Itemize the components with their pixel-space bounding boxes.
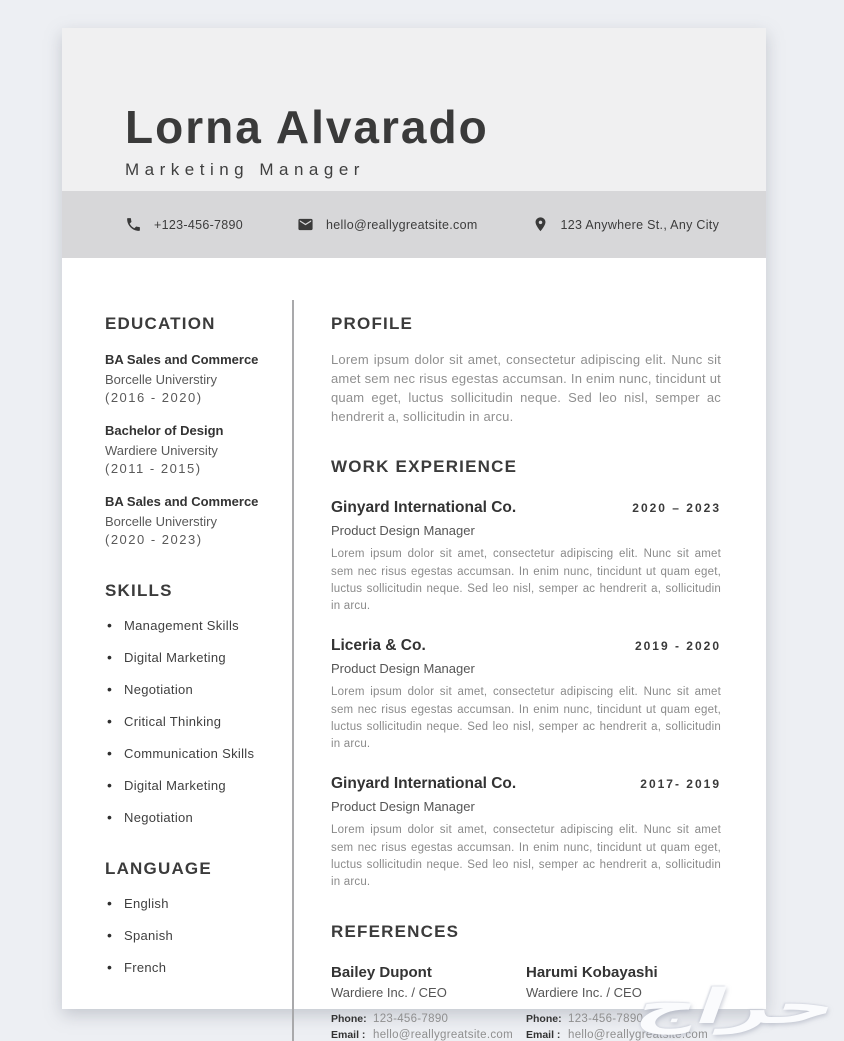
reference-email-line <box>331 1029 526 1041</box>
reference-contacts <box>526 1013 721 1041</box>
school: Wardiere University <box>105 443 218 458</box>
reference-phone-line <box>526 1013 721 1025</box>
email-value: hello@reallygreatsite.com <box>373 1029 513 1041</box>
company-name: Ginyard International Co. <box>331 775 517 793</box>
education-item <box>105 494 271 547</box>
work-item <box>331 499 721 615</box>
work-experience-heading: WORK EXPERIENCE <box>331 457 518 477</box>
skill-item: • Management Skills <box>105 618 271 633</box>
education-item <box>105 352 271 405</box>
reference-phone-line <box>331 1013 526 1025</box>
haraj-watermark-logo: حراج <box>628 981 844 1034</box>
skills-list <box>105 618 271 825</box>
email-value: hello@reallygreatsite.com <box>568 1029 708 1041</box>
reference-email-line <box>526 1029 721 1041</box>
work-dates: 2020 – 2023 <box>632 501 721 516</box>
phone-number: +123-456-7890 <box>154 217 244 232</box>
work-item <box>331 775 721 891</box>
contact-email <box>297 216 478 233</box>
reference-card <box>526 964 721 1041</box>
reference-name: Harumi Kobayashi <box>526 964 658 982</box>
reference-name: Bailey Dupont <box>331 964 432 982</box>
skill-item: • Negotiation <box>105 810 271 825</box>
school: Borcelle Universtiry <box>105 514 217 529</box>
phone-value: 123-456-7890 <box>373 1013 449 1026</box>
school: Borcelle Universtiry <box>105 372 217 387</box>
reference-card <box>331 964 526 1041</box>
work-item-header <box>331 775 721 793</box>
profile-text: Lorem ipsum dolor sit amet, consectetur adipiscing elit. Nunc sit amet sem nec risus egestas accumsan. In enim nunc, tincidunt ut quam eget, luctus sollicitudin neque. Sed leo nisl, semper ac hendrerit a, sollicitudin in arcu. <box>331 352 721 424</box>
skills-heading: SKILLS <box>105 581 173 600</box>
job-title: Marketing Manager <box>125 160 365 179</box>
references-row <box>331 964 721 1041</box>
references-heading: REFERENCES <box>331 922 460 942</box>
years: (2020 - 2023) <box>105 532 203 547</box>
education-heading: EDUCATION <box>105 314 216 333</box>
degree: Bachelor of Design <box>105 423 224 438</box>
skill-item: • Digital Marketing <box>105 778 271 793</box>
contact-address <box>532 216 720 233</box>
work-description: Lorem ipsum dolor sit amet, consectetur adipiscing elit. Nunc sit amet sem nec risus egestas accumsan. In enim nunc, tincidunt ut quam eget, luctus sollicitudin neque. Sed leo nisl, semper ac hendrerit a, sollicitudin in arcu. <box>331 548 721 613</box>
reference-company-role: Wardiere Inc. / CEO <box>526 985 642 1001</box>
years: (2011 - 2015) <box>105 461 202 476</box>
skill-item: • Negotiation <box>105 682 271 697</box>
degree: BA Sales and Commerce <box>105 352 259 367</box>
right-column <box>294 300 721 1041</box>
work-description: Lorem ipsum dolor sit amet, consectetur adipiscing elit. Nunc sit amet sem nec risus egestas accumsan. In enim nunc, tincidunt ut quam eget, luctus sollicitudin neque. Sed leo nisl, semper ac hendrerit a, sollicitudin in arcu. <box>331 824 721 889</box>
resume-header <box>62 28 766 191</box>
profile-heading: PROFILE <box>331 314 414 333</box>
contact-bar <box>62 191 766 258</box>
email-label: Email : <box>331 1029 366 1041</box>
work-dates: 2017- 2019 <box>640 777 721 792</box>
work-dates: 2019 - 2020 <box>634 639 721 654</box>
location-pin-icon <box>532 216 549 233</box>
language-item: • Spanish <box>105 928 271 943</box>
skill-item: • Communication Skills <box>105 746 271 761</box>
email-label: Email : <box>526 1029 561 1041</box>
work-item-header <box>331 637 721 655</box>
work-role: Product Design Manager <box>331 661 475 677</box>
work-item-header <box>331 499 721 517</box>
work-role: Product Design Manager <box>331 523 475 539</box>
work-role: Product Design Manager <box>331 799 475 815</box>
language-list <box>105 896 271 975</box>
degree: BA Sales and Commerce <box>105 494 259 509</box>
years: (2016 - 2020) <box>105 390 203 405</box>
phone-label: Phone: <box>331 1013 367 1026</box>
person-name: Lorna Alvarado <box>125 101 489 153</box>
skill-item: • Digital Marketing <box>105 650 271 665</box>
reference-contacts <box>331 1013 526 1041</box>
language-item: • English <box>105 896 271 911</box>
work-item <box>331 637 721 753</box>
phone-label: Phone: <box>526 1013 562 1026</box>
reference-company-role: Wardiere Inc. / CEO <box>331 985 447 1001</box>
language-item: • French <box>105 960 271 975</box>
phone-handset-icon <box>125 216 142 233</box>
work-description: Lorem ipsum dolor sit amet, consectetur adipiscing elit. Nunc sit amet sem nec risus egestas accumsan. In enim nunc, tincidunt ut quam eget, luctus sollicitudin neque. Sed leo nisl, semper ac hendrerit a, sollicitudin in arcu. <box>331 686 721 751</box>
company-name: Liceria & Co. <box>331 637 426 655</box>
email-address: hello@reallygreatsite.com <box>326 217 478 232</box>
education-item <box>105 423 271 476</box>
envelope-icon <box>297 216 314 233</box>
skill-item: • Critical Thinking <box>105 714 271 729</box>
phone-value: 123-456-7890 <box>568 1013 644 1026</box>
contact-phone <box>125 216 243 233</box>
resume-body <box>62 300 766 1041</box>
street-address: 123 Anywhere St., Any City <box>560 217 720 232</box>
left-column <box>105 300 271 1041</box>
company-name: Ginyard International Co. <box>331 499 517 517</box>
language-heading: LANGUAGE <box>105 859 212 878</box>
